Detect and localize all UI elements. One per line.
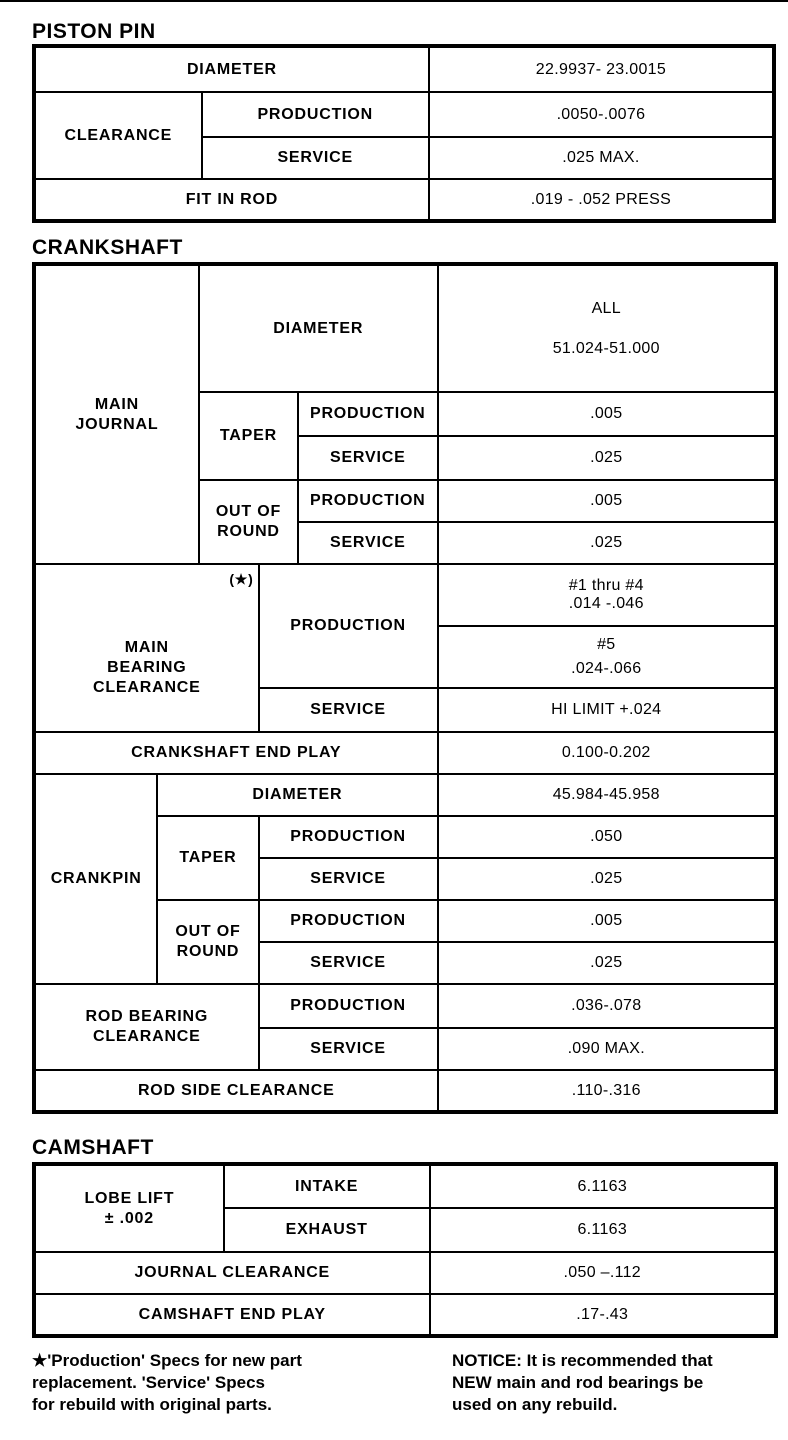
piston-pin-service-label: SERVICE	[202, 137, 429, 179]
main-journal-diameter-label: DIAMETER	[199, 264, 438, 392]
crankpin-oor-service-value: .025	[438, 942, 776, 984]
rod-side-clearance-label: ROD SIDE CLEARANCE	[34, 1070, 438, 1112]
intake-value: 6.1163	[430, 1164, 776, 1208]
crankpin-oor-production-value: .005	[438, 900, 776, 942]
piston-pin-fit-value: .019 - .052 PRESS	[429, 179, 774, 221]
star-marker: (★)	[229, 571, 254, 587]
main-journal-oor-label: OUT OF ROUND	[199, 480, 298, 564]
main-journal-diameter-value: ALL 51.024-51.000	[438, 264, 776, 392]
main-journal-taper-production-label: PRODUCTION	[298, 392, 438, 436]
piston-pin-service-value: .025 MAX.	[429, 137, 774, 179]
camshaft-title: CAMSHAFT	[32, 1136, 154, 1159]
main-journal-oor-service-value: .025	[438, 522, 776, 564]
rod-bearing-production-value: .036-.078	[438, 984, 776, 1028]
crankshaft-end-play-label: CRANKSHAFT END PLAY	[34, 732, 438, 774]
crankpin-taper-production-label: PRODUCTION	[259, 816, 438, 858]
crankpin-taper-production-value: .050	[438, 816, 776, 858]
journal-clearance-value: .050 –.112	[430, 1252, 776, 1294]
crankshaft-end-play-value: 0.100-0.202	[438, 732, 776, 774]
crankpin-diameter-label: DIAMETER	[157, 774, 437, 816]
crankpin-oor-production-label: PRODUCTION	[259, 900, 438, 942]
main-bearing-service-value: HI LIMIT +.024	[438, 688, 776, 732]
main-journal-oor-production-value: .005	[438, 480, 776, 522]
piston-pin-fit-label: FIT IN ROD	[34, 179, 429, 221]
camshaft-end-play-value: .17-.43	[430, 1294, 776, 1336]
footnote-left: ★'Production' Specs for new part replacement. 'Service' Specs for rebuild with original parts.	[32, 1351, 302, 1414]
rod-bearing-production-label: PRODUCTION	[259, 984, 438, 1028]
main-bearing-production-value-2: #5 .024-.066	[438, 626, 776, 688]
main-bearing-production-label: PRODUCTION	[259, 564, 438, 688]
lobe-lift-label: LOBE LIFT ± .002	[34, 1164, 224, 1252]
main-journal-taper-service-value: .025	[438, 436, 776, 480]
camshaft-table	[32, 1162, 778, 1338]
crankpin-taper-service-value: .025	[438, 858, 776, 900]
rod-side-clearance-value: .110-.316	[438, 1070, 776, 1112]
top-rule	[0, 0, 788, 2]
piston-pin-production-value: .0050-.0076	[429, 92, 774, 137]
crankpin-taper-label: TAPER	[157, 816, 258, 900]
main-bearing-clearance-label	[34, 564, 259, 732]
rod-bearing-clearance-label: ROD BEARING CLEARANCE	[34, 984, 259, 1070]
footnote-right: NOTICE: It is recommended that NEW main and rod bearings be used on any rebuild.	[452, 1351, 713, 1414]
crankpin-oor-service-label: SERVICE	[259, 942, 438, 984]
piston-pin-diameter-label: DIAMETER	[34, 46, 429, 92]
piston-pin-diameter-value: 22.9937- 23.0015	[429, 46, 774, 92]
piston-pin-title: PISTON PIN	[32, 20, 156, 43]
exhaust-value: 6.1163	[430, 1208, 776, 1252]
camshaft-end-play-label: CAMSHAFT END PLAY	[34, 1294, 430, 1336]
piston-pin-production-label: PRODUCTION	[202, 92, 429, 137]
journal-clearance-label: JOURNAL CLEARANCE	[34, 1252, 430, 1294]
piston-pin-table	[32, 44, 776, 223]
main-journal-oor-service-label: SERVICE	[298, 522, 438, 564]
main-journal-taper-production-value: .005	[438, 392, 776, 436]
crankpin-label: CRANKPIN	[34, 774, 157, 984]
main-journal-taper-service-label: SERVICE	[298, 436, 438, 480]
intake-label: INTAKE	[224, 1164, 430, 1208]
main-bearing-production-value-1: #1 thru #4 .014 -.046	[438, 564, 776, 626]
exhaust-label: EXHAUST	[224, 1208, 430, 1252]
main-journal-taper-label: TAPER	[199, 392, 298, 480]
rod-bearing-service-value: .090 MAX.	[438, 1028, 776, 1070]
main-bearing-service-label: SERVICE	[259, 688, 438, 732]
main-journal-oor-production-label: PRODUCTION	[298, 480, 438, 522]
main-journal-label: MAIN JOURNAL	[34, 264, 199, 564]
crankpin-diameter-value: 45.984-45.958	[438, 774, 776, 816]
crankpin-oor-label: OUT OF ROUND	[157, 900, 258, 984]
crankpin-taper-service-label: SERVICE	[259, 858, 438, 900]
crankshaft-table	[32, 262, 778, 1114]
rod-bearing-service-label: SERVICE	[259, 1028, 438, 1070]
main-bearing-clearance-text: MAIN BEARING CLEARANCE	[92, 639, 201, 696]
crankshaft-title: CRANKSHAFT	[32, 236, 183, 259]
piston-pin-clearance-label: CLEARANCE	[34, 92, 202, 179]
